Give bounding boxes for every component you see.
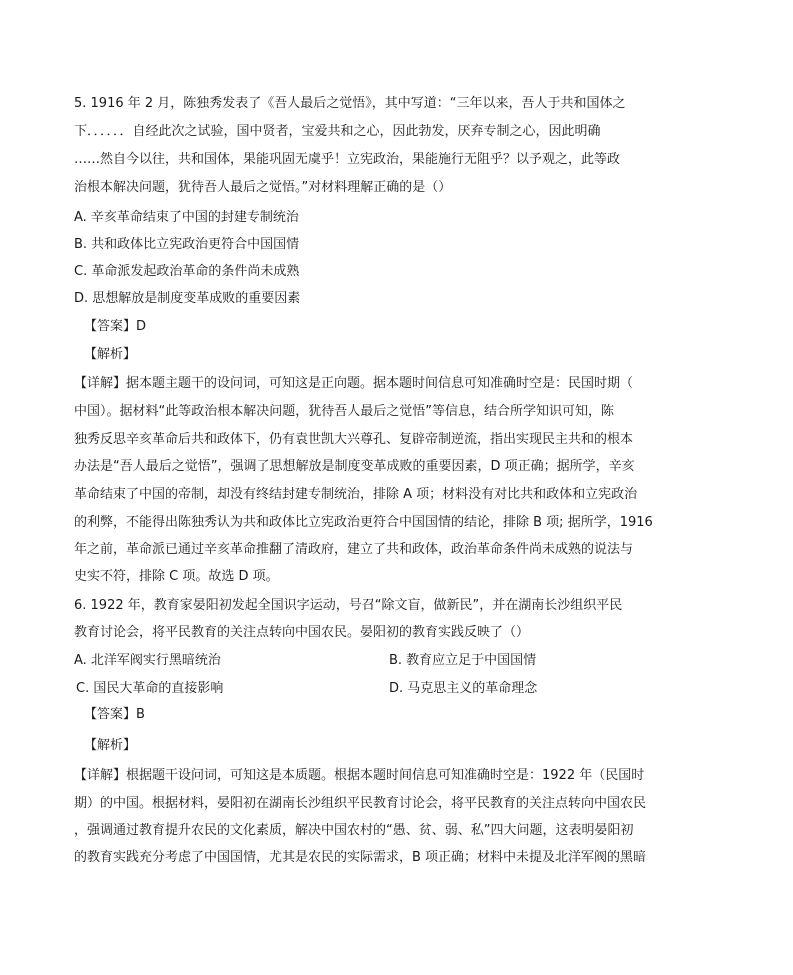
- q6-detail-line-2: 期）的中国。根据材料，晏阳初在湖南长沙组织平民教育讨论会，将平民教育的关注点转向中国农民: [74, 796, 647, 811]
- q5-detail-line-3: 独秀反思辛亥革命后共和政体下，仍有袁世凯大兴尊孔、复辟帝制逆流，指出实现民主共和的根本: [74, 432, 634, 447]
- q5-stem-line-2: 下．．．．．．自经此次之试验，国中贤者，宝爱共和之心，因此勃发，厌弃专制之心，因此明确: [74, 124, 601, 139]
- q6-detail-line-3: ，强调通过教育提升农民的文化素质，解决中国农村的“愚、贫、弱、私”四大问题，这表明晏阳初: [74, 823, 634, 838]
- q5-option-d: D. 思想解放是制度变革成败的重要因素: [74, 291, 301, 306]
- q5-detail-line-4: 办法是“吾人最后之觉悟”，强调了思想解放是制度变革成败的重要因素，D 项正确；据所学，辛亥: [74, 459, 635, 474]
- q5-stem-line-3: ……然自今以往，共和国体，果能巩固无虞乎！立宪政治，果能施行无阻乎？以予观之，此等政: [74, 152, 621, 167]
- q5-answer: 【答案】D: [84, 319, 147, 334]
- q6-option-b: B. 教育应立足于中国国情: [389, 653, 537, 668]
- q5-option-b: B. 共和政体比立宪政治更符合中国国情: [74, 237, 300, 252]
- q6-detail-line-4: 的教育实践充分考虑了中国国情，尤其是农民的实际需求，B 项正确；材料中未提及北洋军阀的黑暗: [74, 850, 647, 865]
- q6-stem-line-1: 6. 1922 年，教育家晏阳初发起全国识字运动，号召“除文盲，做新民”，并在湖南长沙组织平民: [74, 598, 623, 613]
- q6-option-d: D. 马克思主义的革命理念: [389, 681, 538, 696]
- q5-detail-line-8: 史实不符，排除 C 项。故选 D 项。: [74, 569, 279, 584]
- q5-detail-line-1: 【详解】据本题主题干的设问词，可知这是正向题。据本题时间信息可知准确时空是：民国时期（: [74, 376, 634, 391]
- q5-stem-line-4: 治根本解决问题，犹待吾人最后之觉悟。”对材料理解正确的是（）: [74, 180, 452, 195]
- q6-detail-line-1: 【详解】根据题干设问词，可知这是本质题。根据本题时间信息可知准确时空是：1922 年（民国时: [74, 768, 645, 783]
- q6-option-a: A. 北洋军阀实行黑暗统治: [74, 653, 221, 668]
- q5-detail-line-7: 年之前，革命派已通过辛亥革命推翻了清政府，建立了共和政体，政治革命条件尚未成熟的说法与: [74, 542, 634, 557]
- q5-option-c: C. 革命派发起政治革命的条件尚未成熟: [74, 264, 300, 279]
- q6-answer: 【答案】B: [84, 707, 145, 722]
- q5-stem-line-1: 5. 1916 年 2 月，陈独秀发表了《吾人最后之觉悟》，其中写道：“三年以来，吾人于共和国体之: [74, 96, 626, 111]
- q5-option-a: A. 辛亥革命结束了中国的封建专制统治: [74, 210, 299, 225]
- q6-stem-line-2: 教育讨论会，将平民教育的关注点转向中国农民。晏阳初的教育实践反映了（）: [74, 625, 530, 640]
- q5-analysis-label: 【解析】: [84, 347, 137, 362]
- q6-option-c: C. 国民大革命的直接影响: [76, 681, 224, 696]
- q5-detail-line-2: 中国）。据材料“此等政治根本解决问题，犹待吾人最后之觉悟”等信息，结合所学知识可知，陈: [74, 404, 614, 419]
- q5-detail-line-5: 革命结束了中国的帝制，却没有终结封建专制统治，排除 A 项；材料没有对比共和政体和立宪政治: [74, 487, 638, 502]
- q6-analysis-label: 【解析】: [84, 738, 137, 753]
- q5-detail-line-6: 的利弊，不能得出陈独秀认为共和政体比立宪政治更符合中国国情的结论，排除 B 项; 据所学，1916: [74, 515, 653, 530]
